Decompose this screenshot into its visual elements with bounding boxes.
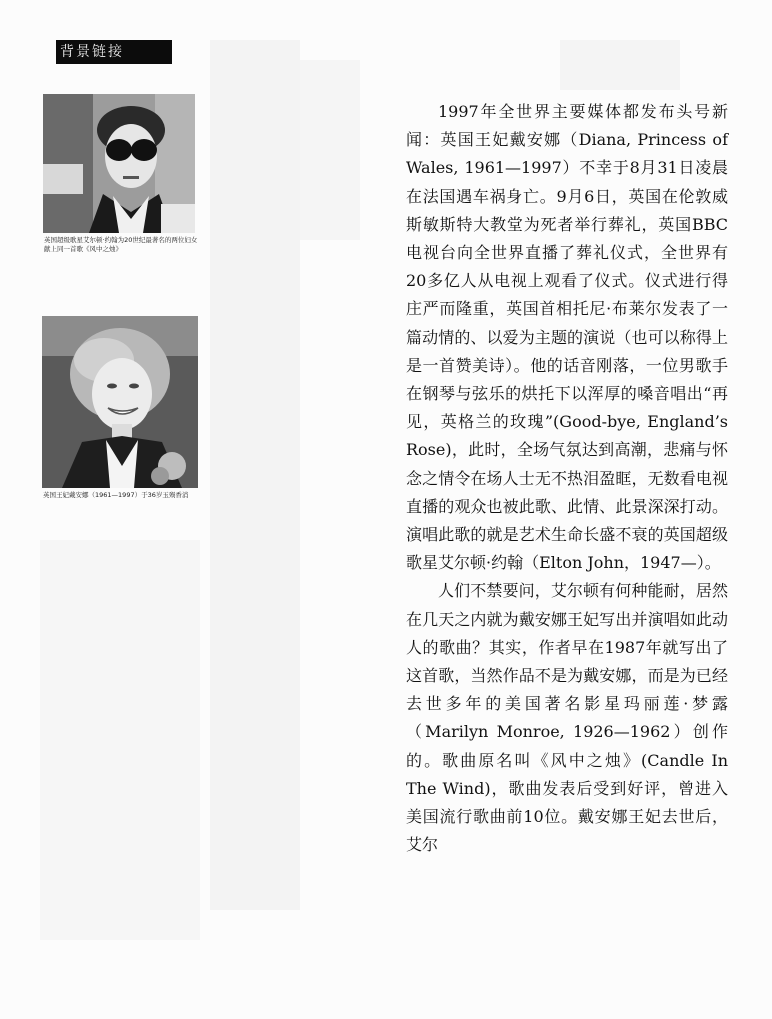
scan-shadow [300, 60, 360, 240]
scan-shadow [40, 540, 200, 940]
section-tag: 背景链接 [56, 40, 172, 64]
scan-shadow [560, 40, 680, 90]
article-paragraph: 1997年全世界主要媒体都发布头号新闻：英国王妃戴安娜（Diana, Princess of Wales, 1961—1997）不幸于8月31日凌晨在法国遇车祸身亡。9月6日，英国在伦敦威斯敏斯特大教堂为死者举行葬礼，英国BBC电视台向全世界直播了葬礼仪式，全世界有20多亿人从电视上观看了仪式。仪式进行得庄严而隆重，英国首相托尼·布莱尔发表了一篇动情的、以爱为主题的演说（也可以称得上是一首赞美诗）。他的话音刚落，一位男歌手在钢琴与弦乐的烘托下以浑厚的嗓音唱出“再见，英格兰的玫瑰”(Good-bye, England’s Rose)，此时，全场气氛达到高潮，悲痛与怀念之情令在场人士无不热泪盈眶，无数看电视直播的观众也被此歌、此情、此景深深打动。演唱此歌的就是艺术生命长盛不衰的英国超级歌星艾尔顿·约翰（Elton John，1947—）。 [406, 102, 728, 573]
scan-shadow [210, 40, 300, 910]
elton-john-portrait-photo [43, 94, 195, 233]
princess-diana-portrait-photo [42, 316, 198, 488]
article-paragraph: 人们不禁要问，艾尔顿有何种能耐，居然在几天之内就为戴安娜王妃写出并演唱如此动人的歌曲？其实，作者早在1987年就写出了这首歌，当然作品不是为戴安娜，而是为已经去世多年的美国著名影星玛丽莲·梦露（Marilyn Monroe, 1926—1962）创作的。歌曲原名叫《风中之烛》(Candle In The Wind)，歌曲发表后受到好评，曾进入美国流行歌曲前10位。戴安娜王妃去世后，艾尔 [406, 581, 728, 855]
photo-caption: 英国超级歌星艾尔顿·约翰为20世纪最著名的两位妇女献上同一首歌《风中之烛》 [44, 236, 198, 253]
photo-caption: 英国王妃戴安娜（1961—1997）于36岁玉殒香消 [43, 491, 189, 499]
article-body [406, 98, 728, 859]
